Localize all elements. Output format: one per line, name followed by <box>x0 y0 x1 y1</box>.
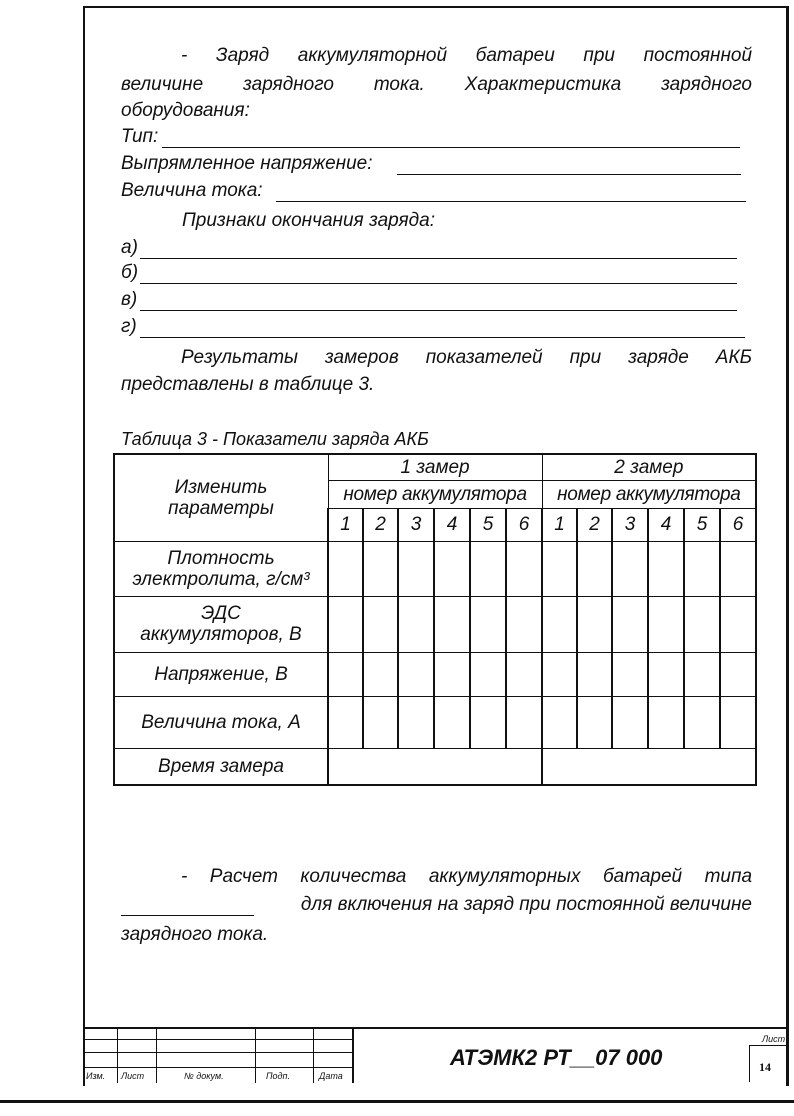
battery-num-2-3: 3 <box>612 508 648 541</box>
table-cell[interactable] <box>612 541 648 596</box>
battery-num-1-1: 1 <box>328 508 363 541</box>
table-cell[interactable] <box>506 596 542 652</box>
param-header <box>114 454 328 541</box>
battery-num-2-6: 6 <box>720 508 756 541</box>
voltage-fill-line[interactable] <box>397 174 741 175</box>
table-cell[interactable] <box>506 696 542 748</box>
current-fill-line[interactable] <box>276 201 746 202</box>
table-cell[interactable] <box>648 596 684 652</box>
row-label-density-line-2: электролита, г/см³ <box>132 568 310 590</box>
table-cell[interactable] <box>577 596 612 652</box>
table-cell[interactable] <box>363 652 398 696</box>
param-header-line-1: Изменить <box>174 476 268 498</box>
table-cell[interactable] <box>720 541 756 596</box>
battery-num-1-5: 5 <box>470 508 506 541</box>
charge-table <box>113 453 757 786</box>
title-block <box>83 1027 789 1083</box>
row-label-emf-line-2: аккумуляторов, В <box>140 624 302 645</box>
calc-heading-line-3: зарядного тока. <box>121 924 269 945</box>
battery-num-1-3: 3 <box>398 508 434 541</box>
table-cell[interactable] <box>434 652 470 696</box>
row-label-emf <box>114 596 328 652</box>
table-cell[interactable] <box>684 541 720 596</box>
type-label: Тип: <box>121 126 159 147</box>
doc-number-label: № докум. <box>184 1071 224 1081</box>
row-label-density <box>114 541 328 596</box>
table-cell[interactable] <box>684 596 720 652</box>
calc-heading-line-1: - Расчет количества аккумуляторных батарей типа <box>181 866 753 887</box>
voltage-label: Выпрямленное напряжение: <box>121 153 373 174</box>
battery-type-fill-line[interactable] <box>121 915 254 916</box>
table-cell[interactable] <box>434 541 470 596</box>
sign-b-label: б) <box>121 262 139 283</box>
table-cell[interactable] <box>612 596 648 652</box>
signature-label: Подп. <box>266 1071 290 1081</box>
table-cell[interactable] <box>363 541 398 596</box>
sheet-number: 14 <box>759 1060 771 1074</box>
sheet-label: Лист <box>762 1034 786 1044</box>
time-cell-measure-2[interactable] <box>542 748 756 785</box>
sign-d-label: г) <box>121 316 137 337</box>
table-cell[interactable] <box>506 541 542 596</box>
table-cell[interactable] <box>506 652 542 696</box>
calc-heading-line-2: для включения на заряд при постоянной величине <box>300 894 752 915</box>
table-cell[interactable] <box>577 696 612 748</box>
table-cell[interactable] <box>398 652 434 696</box>
row-label-density-line-1: Плотность <box>167 547 275 569</box>
battery-num-1-6: 6 <box>506 508 542 541</box>
sign-c-label: в) <box>121 289 138 310</box>
table-cell[interactable] <box>328 596 363 652</box>
current-label: Величина тока: <box>121 180 263 201</box>
battery-number-header-2: номер аккумулятора <box>542 480 756 508</box>
type-fill-line[interactable] <box>162 147 740 148</box>
results-line-2: представлены в таблице 3. <box>121 374 375 395</box>
measure-2-header: 2 замер <box>542 454 756 480</box>
document-code: АТЭМК2 РТ__07 000 <box>450 1045 663 1070</box>
izm-label: Изм. <box>86 1071 106 1081</box>
table-caption: Таблица 3 - Показатели заряда АКБ <box>121 429 429 449</box>
charge-heading-line-1: - Заряд аккумуляторной батареи при постоянной <box>181 45 753 66</box>
table-cell[interactable] <box>398 696 434 748</box>
table-cell[interactable] <box>577 652 612 696</box>
battery-number-header-1: номер аккумулятора <box>328 480 542 508</box>
table-cell[interactable] <box>470 541 506 596</box>
table-cell[interactable] <box>720 596 756 652</box>
table-cell[interactable] <box>470 596 506 652</box>
battery-num-2-2: 2 <box>577 508 612 541</box>
table-cell[interactable] <box>648 541 684 596</box>
end-signs-label: Признаки окончания заряда: <box>182 210 436 231</box>
table-cell[interactable] <box>328 541 363 596</box>
param-header-line-2: параметры <box>168 497 274 519</box>
table-cell[interactable] <box>398 541 434 596</box>
table-cell[interactable] <box>328 652 363 696</box>
table-cell[interactable] <box>470 652 506 696</box>
sign-a-fill-line[interactable] <box>140 258 737 259</box>
table-cell[interactable] <box>328 696 363 748</box>
table-cell[interactable] <box>720 696 756 748</box>
table-cell[interactable] <box>470 696 506 748</box>
table-cell[interactable] <box>542 652 577 696</box>
results-line-1: Результаты замеров показателей при заряде АКБ <box>181 347 753 368</box>
table-cell[interactable] <box>398 596 434 652</box>
date-label: Дата <box>319 1071 343 1081</box>
table-cell[interactable] <box>363 596 398 652</box>
row-label-emf-line-1: ЭДС <box>201 603 241 624</box>
measure-1-header: 1 замер <box>328 454 542 480</box>
table-cell[interactable] <box>434 596 470 652</box>
table-cell[interactable] <box>542 696 577 748</box>
battery-num-2-1: 1 <box>542 508 577 541</box>
row-label-current: Величина тока, А <box>114 696 328 748</box>
sign-c-fill-line[interactable] <box>140 310 737 311</box>
battery-num-2-4: 4 <box>648 508 684 541</box>
battery-num-1-4: 4 <box>434 508 470 541</box>
table-cell[interactable] <box>684 652 720 696</box>
table-cell[interactable] <box>684 696 720 748</box>
charge-heading-line-2: величине зарядного тока. Характеристика зарядного <box>121 74 752 95</box>
table-cell[interactable] <box>648 696 684 748</box>
table-cell[interactable] <box>363 696 398 748</box>
table-cell[interactable] <box>612 652 648 696</box>
table-cell[interactable] <box>542 541 577 596</box>
table-cell[interactable] <box>434 696 470 748</box>
battery-num-1-2: 2 <box>363 508 398 541</box>
table-cell[interactable] <box>648 652 684 696</box>
table-cell[interactable] <box>720 652 756 696</box>
list-label: Лист <box>121 1071 145 1081</box>
table-cell[interactable] <box>577 541 612 596</box>
charge-heading-line-3: оборудования: <box>121 100 250 121</box>
sign-b-fill-line[interactable] <box>140 283 737 284</box>
row-label-time: Время замера <box>114 748 328 785</box>
table-cell[interactable] <box>612 696 648 748</box>
sign-a-label: а) <box>121 237 138 258</box>
time-cell-measure-1[interactable] <box>328 748 542 785</box>
row-label-voltage: Напряжение, В <box>114 652 328 696</box>
battery-num-2-5: 5 <box>684 508 720 541</box>
sign-d-fill-line[interactable] <box>140 337 745 338</box>
table-cell[interactable] <box>542 596 577 652</box>
bottom-rule <box>0 1100 794 1103</box>
